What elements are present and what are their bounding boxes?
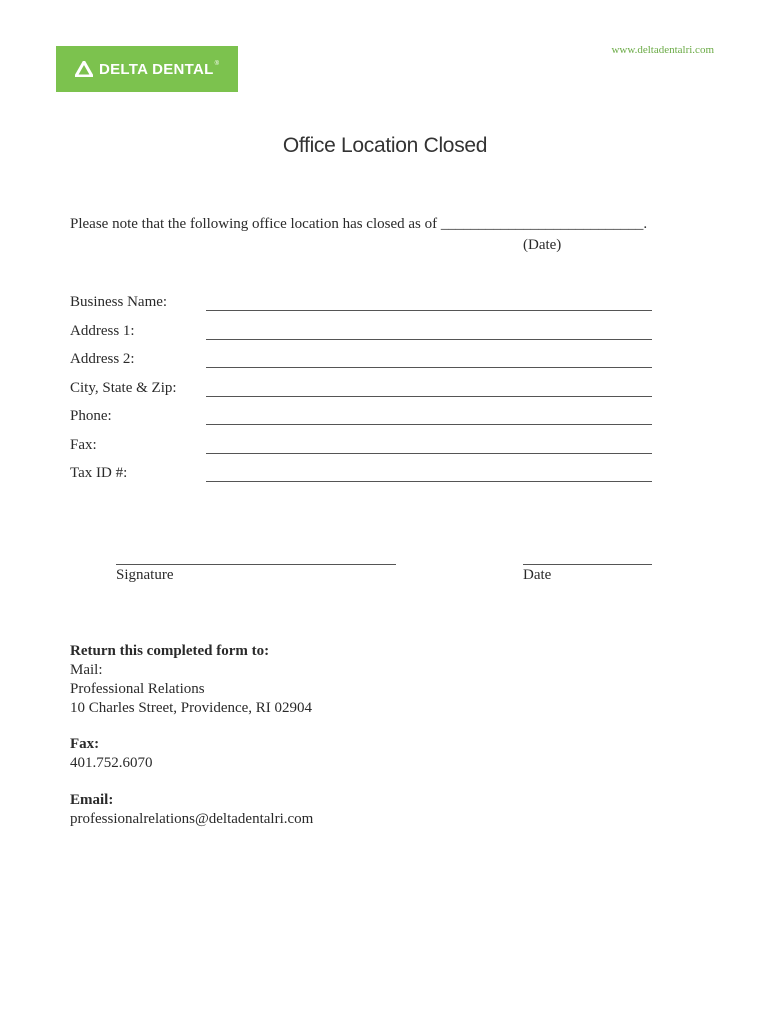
address-2-label: Address 2: (70, 351, 135, 367)
address-1-field[interactable] (206, 321, 652, 340)
tax-id-field[interactable] (206, 463, 652, 482)
intro-text: Please note that the following office location has closed as of ___________________________. (70, 216, 648, 232)
address-2-field[interactable] (206, 349, 652, 368)
tax-id-label: Tax ID #: (70, 465, 128, 481)
fax-number: 401.752.6070 (70, 755, 153, 771)
signature-date-label: Date (523, 567, 552, 583)
city-state-zip-label: City, State & Zip: (70, 380, 177, 396)
mail-label: Mail: (70, 662, 103, 678)
address-1-label: Address 1: (70, 323, 135, 339)
business-name-label: Business Name: (70, 294, 168, 310)
business-name-row (70, 291, 652, 311)
phone-label: Phone: (70, 408, 112, 424)
email-address[interactable]: professionalrelations@deltadentalri.com (70, 811, 314, 827)
fax-row (70, 434, 652, 454)
address-2-row (70, 348, 652, 368)
city-state-zip-row (70, 377, 652, 397)
phone-field[interactable] (206, 406, 652, 425)
fax-label: Fax: (70, 437, 97, 453)
website-link[interactable]: www.deltadentalri.com (611, 44, 714, 56)
page-title: Office Location Closed (282, 134, 488, 157)
date-caption: (Date) (523, 237, 562, 253)
signature-date-field[interactable] (523, 564, 652, 565)
business-name-field[interactable] (206, 292, 652, 311)
fax-heading: Fax: (70, 736, 100, 752)
tax-id-row (70, 462, 652, 482)
logo-text: DELTA DENTAL (98, 60, 214, 78)
return-heading: Return this completed form to: (70, 643, 270, 659)
logo-trademark: ® (214, 61, 220, 67)
fax-field[interactable] (206, 435, 652, 454)
delta-dental-logo (56, 46, 238, 92)
phone-row (70, 405, 652, 425)
mailing-address: 10 Charles Street, Providence, RI 02904 (70, 700, 313, 716)
city-state-zip-field[interactable] (206, 378, 652, 397)
email-heading: Email: (70, 792, 114, 808)
department-name: Professional Relations (70, 681, 205, 697)
address-1-row (70, 320, 652, 340)
signature-field[interactable] (116, 564, 396, 565)
delta-triangle-icon (75, 61, 93, 77)
signature-label: Signature (116, 567, 174, 583)
